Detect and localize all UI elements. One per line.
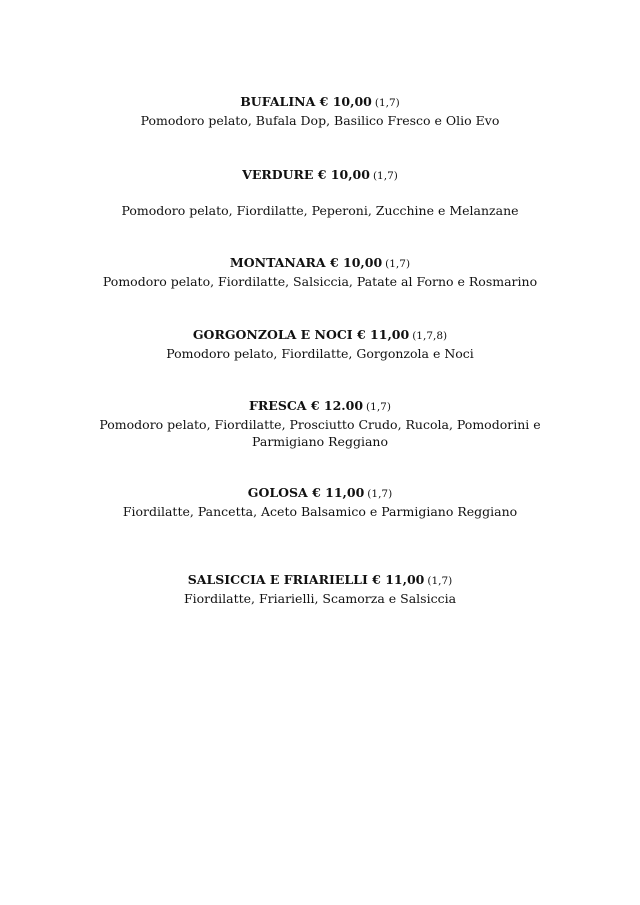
menu-item-description: Fiordilatte, Friarielli, Scamorza e Salsiccia (183, 591, 457, 606)
menu-item-title (40, 484, 600, 503)
menu-item-fresca (40, 397, 600, 450)
menu-item-allergens: (1,7) (367, 488, 393, 500)
menu-item-allergens: (1,7) (366, 401, 391, 413)
menu-item-bufalina (40, 93, 600, 129)
menu-item-allergens: (1,7) (374, 97, 400, 109)
menu-item-name-price: BUFALINA € 10,00 (240, 94, 372, 109)
menu-item-montanara (40, 254, 600, 290)
menu-item-name-price: FRESCA € 12.00 (249, 398, 364, 413)
menu-item-allergens: (1,7) (427, 575, 453, 587)
menu-item-name-price: SALSICCIA E FRIARIELLI € 11,00 (187, 572, 425, 587)
menu-item-description: Pomodoro pelato, Bufala Dop, Basilico Fresco e Olio Evo (140, 113, 500, 128)
menu-item-name-price: GORGONZOLA E NOCI € 11,00 (192, 327, 410, 342)
menu-item-salsiccia-e-friarielli (40, 571, 600, 607)
menu-item-allergens: (1,7,8) (412, 330, 448, 342)
menu-item-name-price: MONTANARA € 10,00 (229, 255, 383, 270)
menu-item-description: Pomodoro pelato, Fiordilatte, Gorgonzola e Noci (166, 346, 474, 361)
menu-item-description: Pomodoro pelato, Fiordilatte, Prosciutto Crudo, Rucola, Pomodorini e Parmigiano Reggiano (99, 417, 541, 449)
menu-item-name-price: GOLOSA € 11,00 (247, 485, 365, 500)
menu-item-title (40, 254, 600, 273)
menu-item-title (40, 326, 600, 345)
menu-item-description: Pomodoro pelato, Fiordilatte, Salsiccia, Patate al Forno e Rosmarino (102, 274, 538, 289)
menu-item-allergens: (1,7) (372, 170, 398, 182)
menu-item-name-price: VERDURE € 10,00 (242, 167, 370, 182)
menu-item-title (40, 166, 600, 185)
menu-item-verdure (40, 166, 600, 219)
menu-item-golosa (40, 484, 600, 520)
menu-item-allergens: (1,7) (385, 258, 411, 270)
menu-item-gorgonzola-e-noci (40, 326, 600, 362)
menu-item-title (40, 571, 600, 590)
menu-item-description: Fiordilatte, Pancetta, Aceto Balsamico e Parmigiano Reggiano (122, 504, 518, 519)
menu-item-title (40, 397, 600, 416)
menu-item-title (40, 93, 600, 112)
menu-item-description: Pomodoro pelato, Fiordilatte, Peperoni, Zucchine e Melanzane (121, 203, 519, 218)
